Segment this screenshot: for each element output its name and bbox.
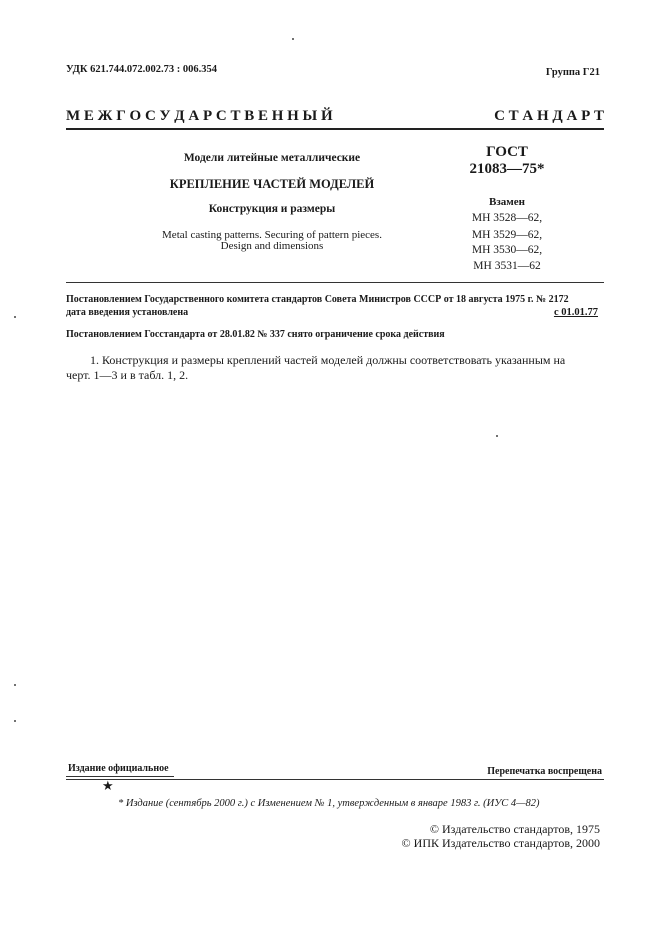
title-block-rule: [66, 282, 604, 283]
scan-speck: [292, 38, 294, 40]
decree-date: с 01.01.77: [553, 307, 598, 318]
banner-word-interstate: М Е Ж Г О С У Д А Р С Т В Е Н Н Ы Й: [66, 108, 333, 124]
title-sub: Конструкция и размеры: [208, 203, 336, 215]
official-edition: Издание официальное: [68, 763, 169, 774]
footer-rule: [66, 779, 604, 780]
paragraph-1-line-1: 1. Конструкция и размеры креплений частей моделей должны соответствовать указанным на: [90, 353, 566, 367]
replaced-standard: МН 3531—62: [473, 260, 541, 272]
decree-1: Постановлением Государственного комитета стандартов Совета Министров СССР от 18 августа 1975 г. № 2172: [66, 294, 569, 305]
gost-number: 21083—75*: [469, 161, 545, 177]
decree-2: Постановлением Госстандарта от 28.01.82 № 337 снято ограничение срока действия: [66, 329, 445, 340]
title-main: КРЕПЛЕНИЕ ЧАСТЕЙ МОДЕЛЕЙ: [169, 177, 375, 191]
reprint-prohibited: Перепечатка воспрещена: [487, 766, 602, 777]
scan-speck: [14, 684, 16, 686]
edition-note: * Издание (сентябрь 2000 г.) с Изменением № 1, утвержденным в январе 1983 г. (ИУС 4—82): [118, 798, 540, 809]
scan-speck: [496, 435, 498, 437]
paragraph-1-line-2: черт. 1—3 и в табл. 1, 2.: [66, 368, 189, 382]
group-code: Группа Г21: [545, 67, 600, 78]
official-edition-underline: [66, 776, 174, 777]
udk-code: УДК 621.744.072.002.73 : 006.354: [66, 64, 217, 75]
title-english-2: Design and dimensions: [220, 240, 324, 252]
replaced-standard: МН 3530—62,: [471, 244, 543, 256]
title-english-1: Metal casting patterns. Securing of pattern pieces.: [162, 229, 382, 241]
banner-word-standard: С Т А Н Д А Р Т: [494, 108, 604, 124]
star-icon: ★: [102, 778, 114, 793]
decree-date-label: дата введения установлена: [66, 307, 189, 318]
replaced-standard: МН 3529—62,: [471, 229, 543, 241]
scan-speck: [14, 316, 16, 318]
gost-label: ГОСТ: [486, 144, 528, 160]
scan-speck: [14, 720, 16, 722]
banner-rule: [66, 128, 604, 130]
title-line1: Модели литейные металлические: [183, 152, 361, 164]
copyright-2000: © ИПК Издательство стандартов, 2000: [401, 836, 600, 850]
interstate-standard-banner: [66, 108, 604, 125]
replaces-label: Взамен: [489, 196, 525, 208]
copyright-1975: © Издательство стандартов, 1975: [429, 822, 600, 836]
replaced-standard: МН 3528—62,: [471, 212, 543, 224]
